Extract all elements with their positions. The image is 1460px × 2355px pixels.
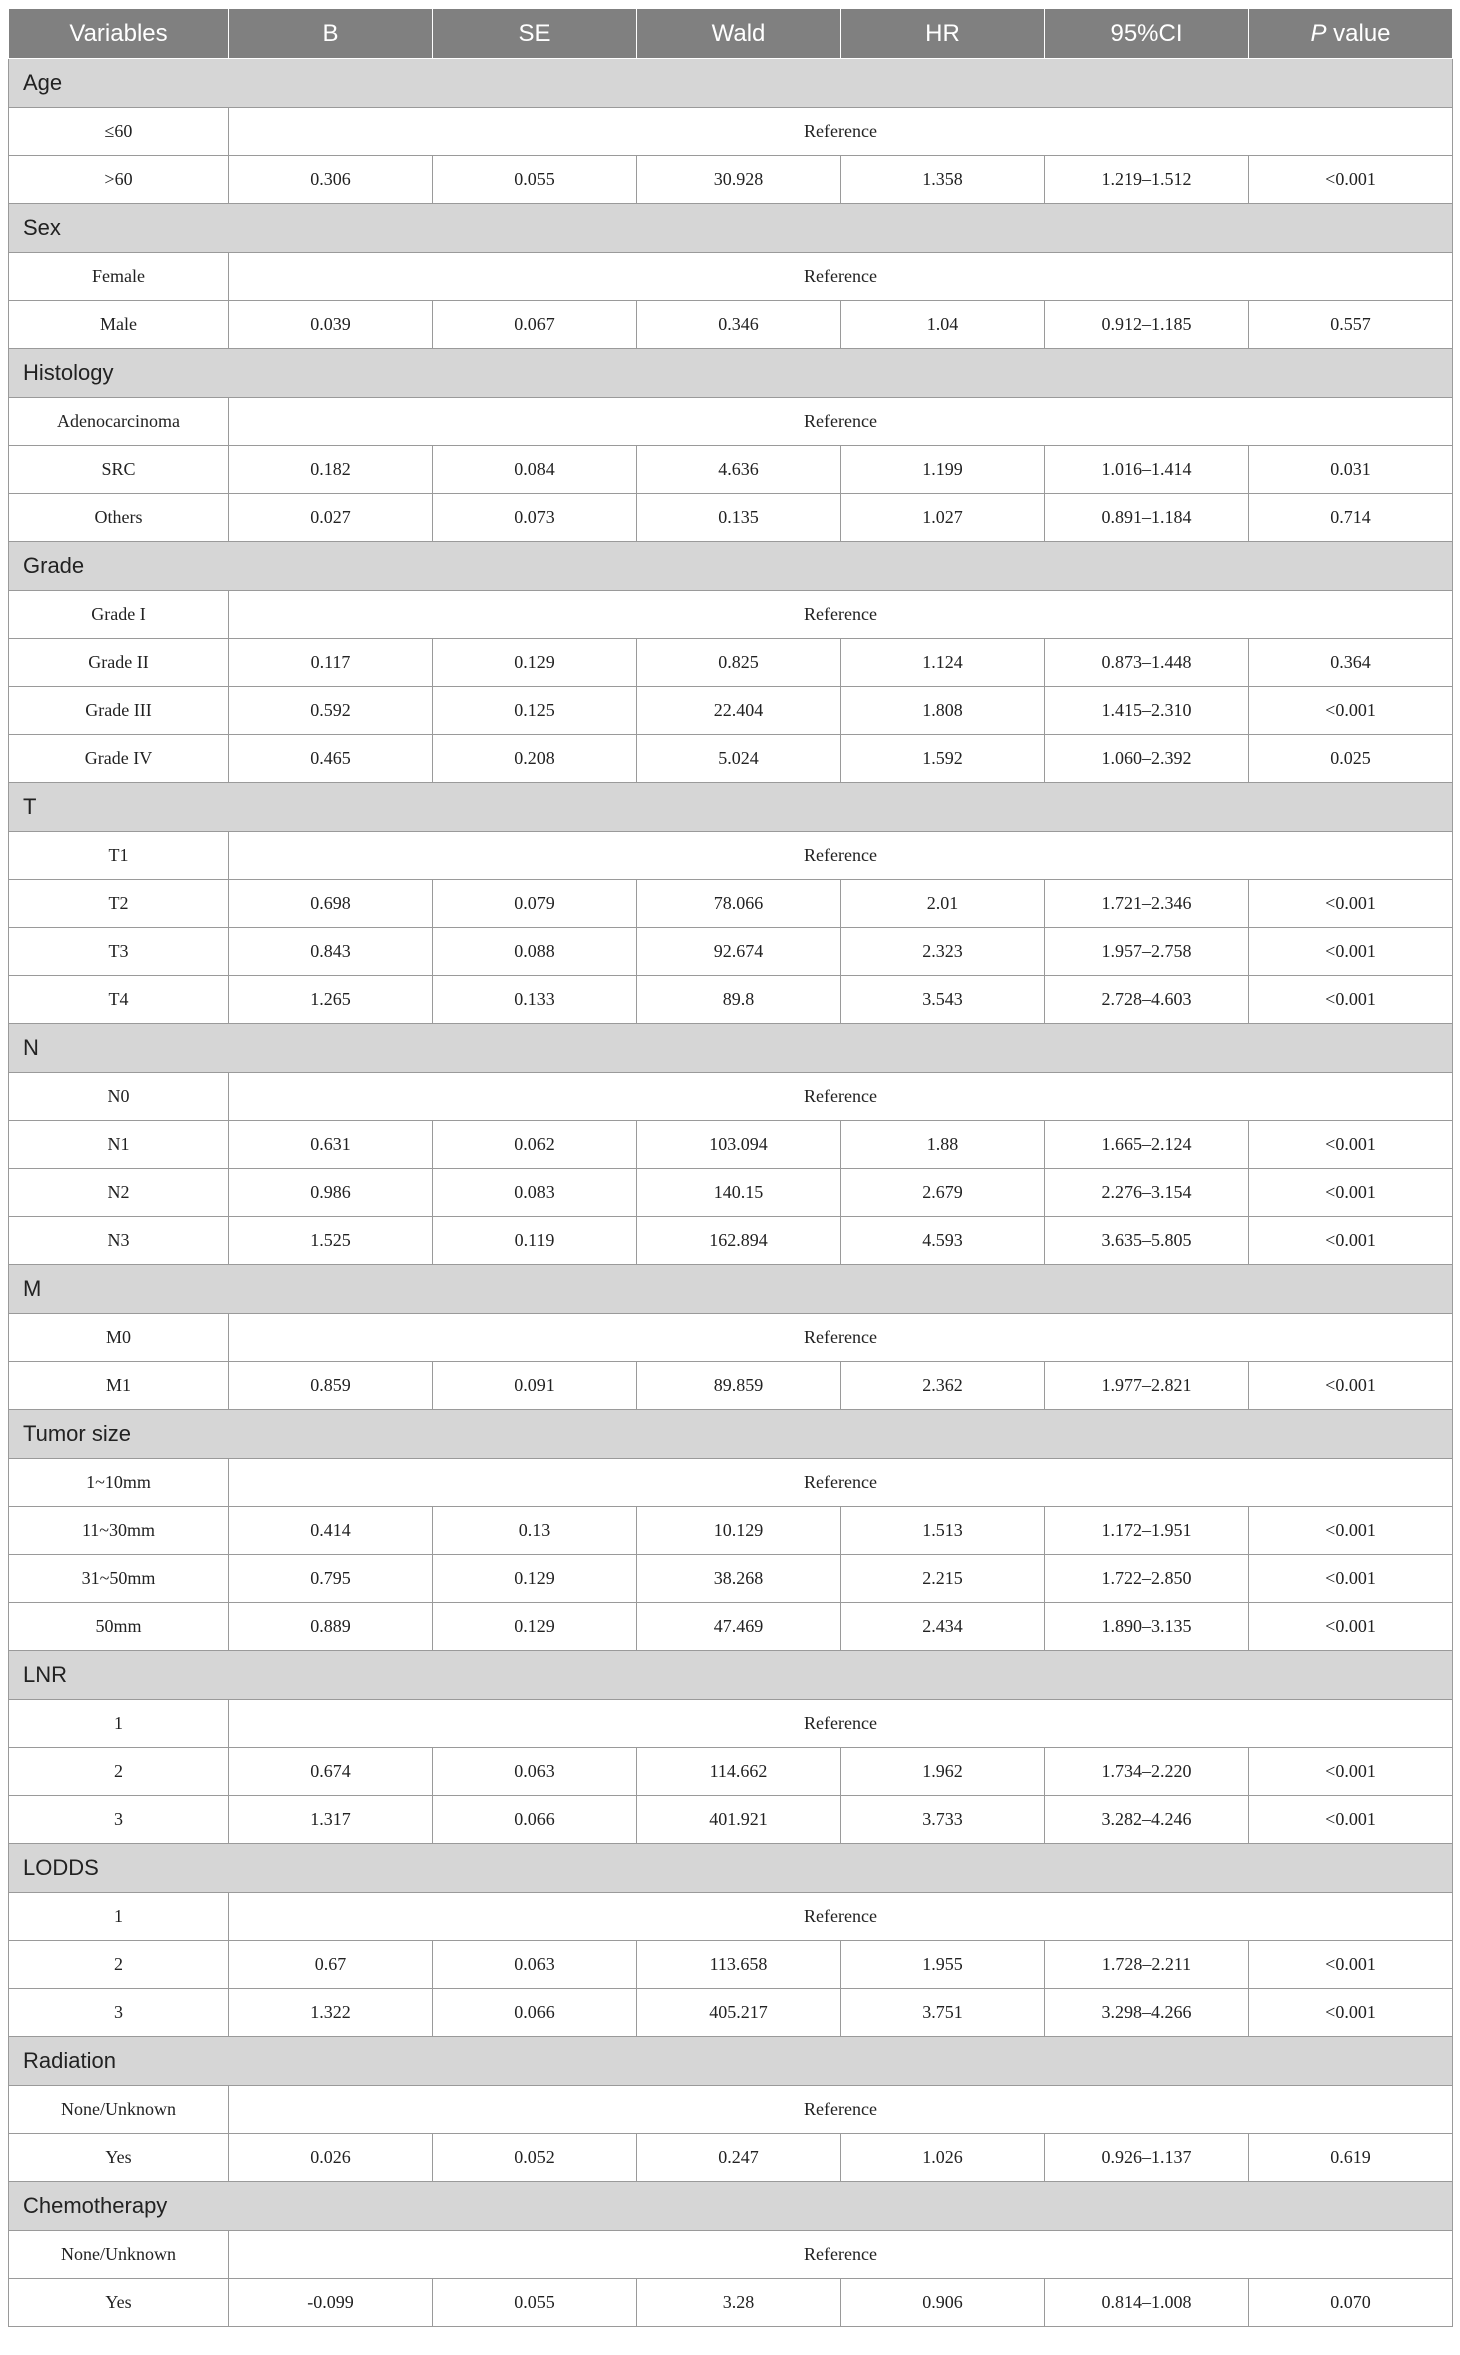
table-row [9, 1121, 1453, 1169]
wald-cell: 89.859 [637, 1362, 841, 1410]
hr-cell: 2.215 [841, 1555, 1045, 1603]
table-row [9, 1700, 1453, 1748]
table-row [9, 639, 1453, 687]
hr-cell: 1.592 [841, 735, 1045, 783]
reference-cell: Reference [229, 2086, 1453, 2134]
p-value-cell: <0.001 [1249, 1603, 1453, 1651]
se-cell: 0.083 [433, 1169, 637, 1217]
ci-cell: 1.957–2.758 [1045, 928, 1249, 976]
cox-regression-table [8, 8, 1453, 2327]
row-label: Grade IV [9, 735, 229, 783]
wald-cell: 113.658 [637, 1941, 841, 1989]
table-row [9, 687, 1453, 735]
row-label: 3 [9, 1989, 229, 2037]
row-label: Grade I [9, 591, 229, 639]
hr-cell: 4.593 [841, 1217, 1045, 1265]
ci-cell: 3.282–4.246 [1045, 1796, 1249, 1844]
hr-cell: 1.04 [841, 301, 1045, 349]
row-label: N2 [9, 1169, 229, 1217]
group-label: Histology [9, 349, 1453, 398]
reference-cell: Reference [229, 398, 1453, 446]
b-cell: 1.525 [229, 1217, 433, 1265]
row-label: Others [9, 494, 229, 542]
b-cell: 1.317 [229, 1796, 433, 1844]
group-row [9, 1844, 1453, 1893]
wald-cell: 0.135 [637, 494, 841, 542]
row-label: T3 [9, 928, 229, 976]
wald-cell: 3.28 [637, 2279, 841, 2327]
group-row [9, 204, 1453, 253]
wald-cell: 0.247 [637, 2134, 841, 2182]
p-value-cell: <0.001 [1249, 1217, 1453, 1265]
hr-cell: 3.751 [841, 1989, 1045, 2037]
table-row [9, 880, 1453, 928]
table-row [9, 108, 1453, 156]
header-wald: Wald [637, 9, 841, 59]
table-row [9, 398, 1453, 446]
b-cell: 0.027 [229, 494, 433, 542]
b-cell: 0.414 [229, 1507, 433, 1555]
se-cell: 0.208 [433, 735, 637, 783]
reference-cell: Reference [229, 108, 1453, 156]
b-cell: 0.026 [229, 2134, 433, 2182]
table-row [9, 156, 1453, 204]
table-row [9, 1217, 1453, 1265]
group-row [9, 2037, 1453, 2086]
se-cell: 0.067 [433, 301, 637, 349]
se-cell: 0.073 [433, 494, 637, 542]
group-label: LODDS [9, 1844, 1453, 1893]
table-row [9, 1555, 1453, 1603]
header-se: SE [433, 9, 637, 59]
wald-cell: 78.066 [637, 880, 841, 928]
ci-cell: 1.734–2.220 [1045, 1748, 1249, 1796]
hr-cell: 1.962 [841, 1748, 1045, 1796]
wald-cell: 0.825 [637, 639, 841, 687]
ci-cell: 1.890–3.135 [1045, 1603, 1249, 1651]
p-value-cell: <0.001 [1249, 1362, 1453, 1410]
hr-cell: 2.679 [841, 1169, 1045, 1217]
header-row [9, 9, 1453, 59]
hr-cell: 2.323 [841, 928, 1045, 976]
row-label: ≤60 [9, 108, 229, 156]
ci-cell: 0.891–1.184 [1045, 494, 1249, 542]
p-value-cell: <0.001 [1249, 156, 1453, 204]
header-hr: HR [841, 9, 1045, 59]
row-label: Yes [9, 2134, 229, 2182]
table-row [9, 1989, 1453, 2037]
group-label: N [9, 1024, 1453, 1073]
p-value-cell: 0.070 [1249, 2279, 1453, 2327]
header-ci: 95%CI [1045, 9, 1249, 59]
table-row [9, 976, 1453, 1024]
row-label: Grade II [9, 639, 229, 687]
b-cell: 0.698 [229, 880, 433, 928]
p-value-cell: 0.557 [1249, 301, 1453, 349]
se-cell: 0.063 [433, 1748, 637, 1796]
table-row [9, 591, 1453, 639]
row-label: T1 [9, 832, 229, 880]
ci-cell: 2.276–3.154 [1045, 1169, 1249, 1217]
table-row [9, 1893, 1453, 1941]
p-value-cell: <0.001 [1249, 1748, 1453, 1796]
group-row [9, 2182, 1453, 2231]
b-cell: 0.859 [229, 1362, 433, 1410]
p-value-cell: <0.001 [1249, 1796, 1453, 1844]
header-p-rest: value [1326, 19, 1391, 47]
ci-cell: 0.873–1.448 [1045, 639, 1249, 687]
group-row [9, 1410, 1453, 1459]
table-body [9, 59, 1453, 2327]
ci-cell: 0.912–1.185 [1045, 301, 1249, 349]
b-cell: 0.182 [229, 446, 433, 494]
group-row [9, 542, 1453, 591]
se-cell: 0.063 [433, 1941, 637, 1989]
wald-cell: 89.8 [637, 976, 841, 1024]
p-value-cell: <0.001 [1249, 1555, 1453, 1603]
p-value-cell: <0.001 [1249, 1507, 1453, 1555]
regression-table-container [8, 8, 1452, 2327]
hr-cell: 1.026 [841, 2134, 1045, 2182]
group-label: LNR [9, 1651, 1453, 1700]
p-value-cell: <0.001 [1249, 1989, 1453, 2037]
table-row [9, 1459, 1453, 1507]
table-row [9, 1507, 1453, 1555]
b-cell: 0.674 [229, 1748, 433, 1796]
hr-cell: 1.358 [841, 156, 1045, 204]
p-value-cell: 0.031 [1249, 446, 1453, 494]
row-label: 1 [9, 1700, 229, 1748]
table-row [9, 1169, 1453, 1217]
table-row [9, 446, 1453, 494]
ci-cell: 3.635–5.805 [1045, 1217, 1249, 1265]
ci-cell: 1.977–2.821 [1045, 1362, 1249, 1410]
hr-cell: 0.906 [841, 2279, 1045, 2327]
row-label: Male [9, 301, 229, 349]
se-cell: 0.129 [433, 1555, 637, 1603]
table-row [9, 928, 1453, 976]
group-label: Radiation [9, 2037, 1453, 2086]
row-label: N0 [9, 1073, 229, 1121]
se-cell: 0.055 [433, 156, 637, 204]
table-row [9, 1314, 1453, 1362]
table-row [9, 1362, 1453, 1410]
table-row [9, 1748, 1453, 1796]
group-row [9, 783, 1453, 832]
se-cell: 0.13 [433, 1507, 637, 1555]
reference-cell: Reference [229, 1314, 1453, 1362]
wald-cell: 92.674 [637, 928, 841, 976]
table-row [9, 735, 1453, 783]
p-value-cell: <0.001 [1249, 1941, 1453, 1989]
header-p-italic: P [1310, 19, 1327, 47]
group-label: Grade [9, 542, 1453, 591]
hr-cell: 1.88 [841, 1121, 1045, 1169]
table-row [9, 1941, 1453, 1989]
group-label: Sex [9, 204, 1453, 253]
reference-cell: Reference [229, 253, 1453, 301]
b-cell: 0.986 [229, 1169, 433, 1217]
p-value-cell: 0.619 [1249, 2134, 1453, 2182]
hr-cell: 2.434 [841, 1603, 1045, 1651]
b-cell: 0.795 [229, 1555, 433, 1603]
header-p-value [1249, 9, 1453, 59]
wald-cell: 5.024 [637, 735, 841, 783]
row-label: N3 [9, 1217, 229, 1265]
row-label: 2 [9, 1748, 229, 1796]
wald-cell: 22.404 [637, 687, 841, 735]
group-row [9, 1024, 1453, 1073]
row-label: >60 [9, 156, 229, 204]
group-label: M [9, 1265, 1453, 1314]
table-row [9, 832, 1453, 880]
p-value-cell: <0.001 [1249, 1169, 1453, 1217]
row-label: 3 [9, 1796, 229, 1844]
b-cell: 0.843 [229, 928, 433, 976]
wald-cell: 10.129 [637, 1507, 841, 1555]
group-label: T [9, 783, 1453, 832]
row-label: N1 [9, 1121, 229, 1169]
header-b: B [229, 9, 433, 59]
row-label: 31~50mm [9, 1555, 229, 1603]
ci-cell: 1.219–1.512 [1045, 156, 1249, 204]
wald-cell: 162.894 [637, 1217, 841, 1265]
se-cell: 0.055 [433, 2279, 637, 2327]
hr-cell: 1.808 [841, 687, 1045, 735]
p-value-cell: <0.001 [1249, 880, 1453, 928]
group-label: Tumor size [9, 1410, 1453, 1459]
table-row [9, 2279, 1453, 2327]
b-cell: 1.322 [229, 1989, 433, 2037]
ci-cell: 1.415–2.310 [1045, 687, 1249, 735]
hr-cell: 2.01 [841, 880, 1045, 928]
ci-cell: 1.016–1.414 [1045, 446, 1249, 494]
row-label: Female [9, 253, 229, 301]
row-label: None/Unknown [9, 2231, 229, 2279]
table-row [9, 1603, 1453, 1651]
wald-cell: 140.15 [637, 1169, 841, 1217]
hr-cell: 1.955 [841, 1941, 1045, 1989]
wald-cell: 0.346 [637, 301, 841, 349]
row-label: 2 [9, 1941, 229, 1989]
se-cell: 0.133 [433, 976, 637, 1024]
group-row [9, 1651, 1453, 1700]
row-label: Grade III [9, 687, 229, 735]
se-cell: 0.091 [433, 1362, 637, 1410]
wald-cell: 114.662 [637, 1748, 841, 1796]
reference-cell: Reference [229, 1700, 1453, 1748]
reference-cell: Reference [229, 832, 1453, 880]
row-label: Yes [9, 2279, 229, 2327]
row-label: 1 [9, 1893, 229, 1941]
row-label: None/Unknown [9, 2086, 229, 2134]
p-value-cell: <0.001 [1249, 976, 1453, 1024]
p-value-cell: <0.001 [1249, 687, 1453, 735]
ci-cell: 1.060–2.392 [1045, 735, 1249, 783]
reference-cell: Reference [229, 1459, 1453, 1507]
p-value-cell: 0.025 [1249, 735, 1453, 783]
ci-cell: 0.814–1.008 [1045, 2279, 1249, 2327]
table-row [9, 494, 1453, 542]
se-cell: 0.062 [433, 1121, 637, 1169]
p-value-cell: <0.001 [1249, 1121, 1453, 1169]
row-label: SRC [9, 446, 229, 494]
ci-cell: 1.172–1.951 [1045, 1507, 1249, 1555]
hr-cell: 3.733 [841, 1796, 1045, 1844]
b-cell: -0.099 [229, 2279, 433, 2327]
table-row [9, 2231, 1453, 2279]
group-label: Chemotherapy [9, 2182, 1453, 2231]
group-label: Age [9, 59, 1453, 108]
b-cell: 0.67 [229, 1941, 433, 1989]
hr-cell: 2.362 [841, 1362, 1045, 1410]
se-cell: 0.125 [433, 687, 637, 735]
hr-cell: 1.027 [841, 494, 1045, 542]
group-row [9, 59, 1453, 108]
wald-cell: 30.928 [637, 156, 841, 204]
b-cell: 0.306 [229, 156, 433, 204]
hr-cell: 1.513 [841, 1507, 1045, 1555]
p-value-cell: 0.714 [1249, 494, 1453, 542]
ci-cell: 1.721–2.346 [1045, 880, 1249, 928]
row-label: 11~30mm [9, 1507, 229, 1555]
se-cell: 0.084 [433, 446, 637, 494]
wald-cell: 38.268 [637, 1555, 841, 1603]
se-cell: 0.079 [433, 880, 637, 928]
se-cell: 0.129 [433, 1603, 637, 1651]
wald-cell: 4.636 [637, 446, 841, 494]
se-cell: 0.119 [433, 1217, 637, 1265]
hr-cell: 3.543 [841, 976, 1045, 1024]
b-cell: 0.039 [229, 301, 433, 349]
ci-cell: 3.298–4.266 [1045, 1989, 1249, 2037]
reference-cell: Reference [229, 1893, 1453, 1941]
hr-cell: 1.199 [841, 446, 1045, 494]
b-cell: 0.465 [229, 735, 433, 783]
group-row [9, 349, 1453, 398]
b-cell: 1.265 [229, 976, 433, 1024]
hr-cell: 1.124 [841, 639, 1045, 687]
table-row [9, 2134, 1453, 2182]
ci-cell: 1.728–2.211 [1045, 1941, 1249, 1989]
row-label: 50mm [9, 1603, 229, 1651]
reference-cell: Reference [229, 1073, 1453, 1121]
row-label: M1 [9, 1362, 229, 1410]
table-row [9, 2086, 1453, 2134]
p-value-cell: <0.001 [1249, 928, 1453, 976]
wald-cell: 103.094 [637, 1121, 841, 1169]
ci-cell: 2.728–4.603 [1045, 976, 1249, 1024]
b-cell: 0.592 [229, 687, 433, 735]
b-cell: 0.117 [229, 639, 433, 687]
b-cell: 0.631 [229, 1121, 433, 1169]
table-row [9, 253, 1453, 301]
row-label: M0 [9, 1314, 229, 1362]
wald-cell: 47.469 [637, 1603, 841, 1651]
table-row [9, 1073, 1453, 1121]
row-label: T2 [9, 880, 229, 928]
wald-cell: 401.921 [637, 1796, 841, 1844]
se-cell: 0.129 [433, 639, 637, 687]
table-header [9, 9, 1453, 59]
p-value-cell: 0.364 [1249, 639, 1453, 687]
wald-cell: 405.217 [637, 1989, 841, 2037]
ci-cell: 1.722–2.850 [1045, 1555, 1249, 1603]
row-label: T4 [9, 976, 229, 1024]
se-cell: 0.052 [433, 2134, 637, 2182]
ci-cell: 0.926–1.137 [1045, 2134, 1249, 2182]
table-row [9, 1796, 1453, 1844]
se-cell: 0.088 [433, 928, 637, 976]
ci-cell: 1.665–2.124 [1045, 1121, 1249, 1169]
header-variables: Variables [9, 9, 229, 59]
table-row [9, 301, 1453, 349]
se-cell: 0.066 [433, 1989, 637, 2037]
group-row [9, 1265, 1453, 1314]
reference-cell: Reference [229, 591, 1453, 639]
b-cell: 0.889 [229, 1603, 433, 1651]
se-cell: 0.066 [433, 1796, 637, 1844]
row-label: 1~10mm [9, 1459, 229, 1507]
reference-cell: Reference [229, 2231, 1453, 2279]
row-label: Adenocarcinoma [9, 398, 229, 446]
